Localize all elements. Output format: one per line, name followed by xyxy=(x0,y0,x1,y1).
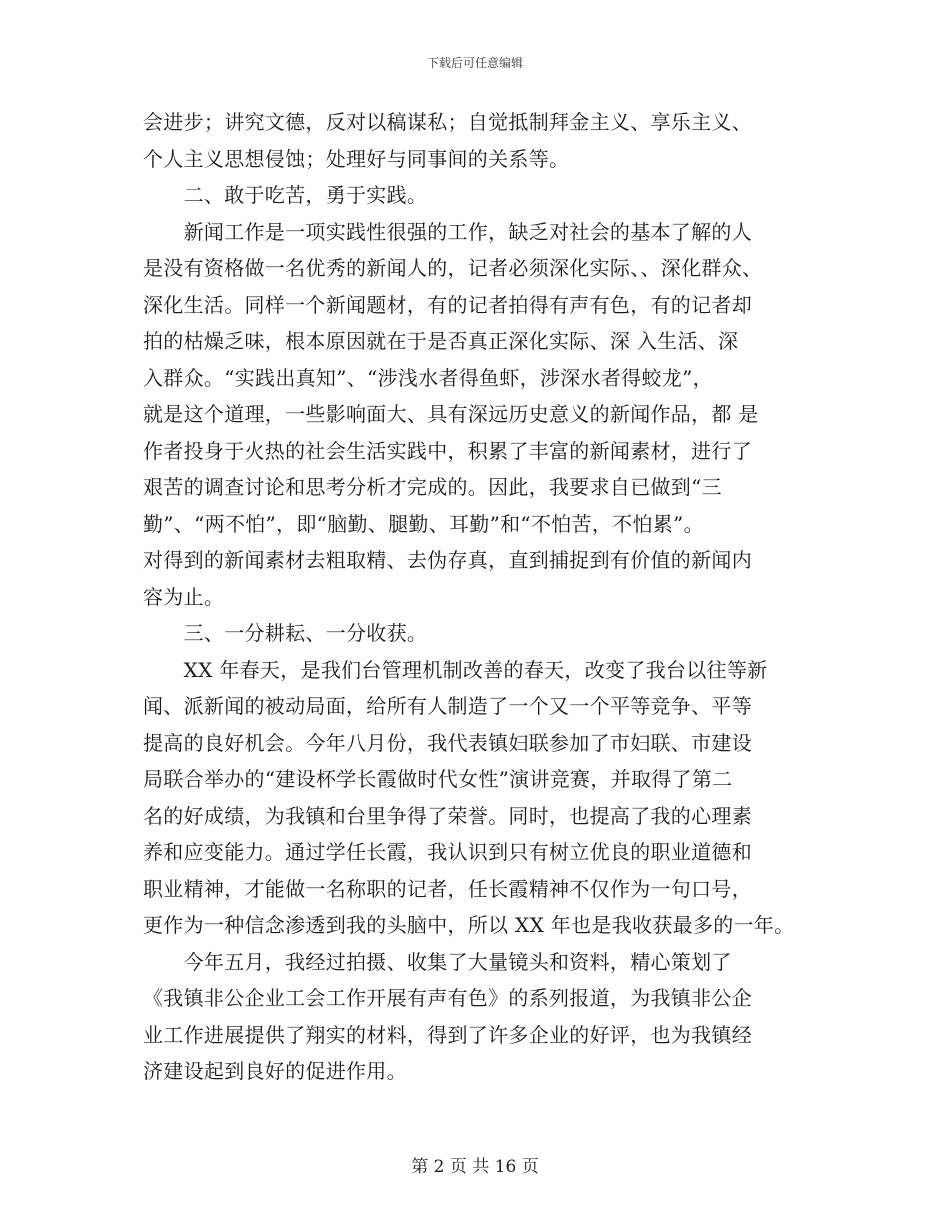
text-line: 就是这个道理，一些影响面大、具有深远历史意义的新闻作品，都 是 xyxy=(143,402,759,426)
text-line: 闻、派新闻的被动局面，给所有人制造了一个又一个平等竞争、平等 xyxy=(143,694,752,718)
text-line: 作者投身于火热的社会生活实践中，积累了丰富的新闻素材，进行了 xyxy=(143,438,752,463)
text-line: 是没有资格做一名优秀的新闻人的，记者必须深化实际、、深化群众、 xyxy=(143,256,763,280)
text-line: XX 年春天，是我们台管理机制改善的春天，改变了我台以往等新 xyxy=(143,657,768,682)
text-line: 职业精神，才能做一名称职的记者，任长霞精神不仅作为一句口号， xyxy=(143,876,752,901)
text-line: 容为止。 xyxy=(143,584,225,609)
text-line: 今年五月，我经过拍摄、收集了大量镜头和资料，精心策划了 xyxy=(143,949,732,974)
text-line: 拍的枯燥乏味，根本原因就在于是否真正深化实际、深 入生活、深 xyxy=(143,329,739,353)
text-line: 名的好成绩，为我镇和台里争得了荣誉。同时，也提高了我的心理素 xyxy=(143,803,752,828)
text-line: 深化生活。同样一个新闻题材，有的记者拍得有声有色，有的记者却 xyxy=(143,292,752,317)
text-line: 《我镇非公企业工会工作开展有声有色》的系列报道，为我镇非公企 xyxy=(143,986,752,1010)
text-line: 养和应变能力。通过学任长霞，我认识到只有树立优良的职业道德和 xyxy=(143,840,752,864)
section-heading: 二、敢于吃苦，勇于实践。 xyxy=(143,183,428,207)
text-line: 艰苦的调查讨论和思考分析才完成的。因此，我要求自已做到“三 xyxy=(143,475,722,499)
text-line: 新闻工作是一项实践性很强的工作，缺乏对社会的基本了解的人 xyxy=(143,219,752,244)
section-heading: 三、一分耕耘、一分收获。 xyxy=(143,621,428,645)
page-number-footer: 第 2 页 共 16 页 xyxy=(411,1157,539,1177)
text-line: 局联合举办的“建设杯学长霞做时代女性”演讲竞赛，并取得了第二 xyxy=(143,767,733,791)
text-line: 入群众。“实践出真知”、“涉浅水者得鱼虾，涉深水者得蛟龙”， xyxy=(143,365,713,390)
text-line: 济建设起到良好的促进作用。 xyxy=(143,1059,407,1083)
text-line: 勤”、“两不怕”，即“脑勤、腿勤、耳勤”和“不怕苦，不怕累”。 xyxy=(143,511,704,536)
document-body xyxy=(143,104,823,1090)
text-line: 提高的良好机会。今年八月份，我代表镇妇联参加了市妇联、市建设 xyxy=(143,730,752,755)
text-line: 会进步；讲究文德，反对以稿谋私；自觉抵制拜金主义、享乐主义、 xyxy=(143,110,752,134)
text-line: 对得到的新闻素材去粗取精、去伪存真，直到捕捉到有价值的新闻内 xyxy=(143,548,752,572)
text-line: 更作为一种信念渗透到我的头脑中，所以 XX 年也是我收获最多的一年。 xyxy=(143,913,795,937)
text-line: 个人主义思想侵蚀；处理好与同事间的关系等。 xyxy=(143,146,570,171)
page-header: 下载后可任意编辑 xyxy=(426,56,523,70)
text-line: 业工作进展提供了翔实的材料，得到了许多企业的好评，也为我镇经 xyxy=(143,1022,752,1047)
